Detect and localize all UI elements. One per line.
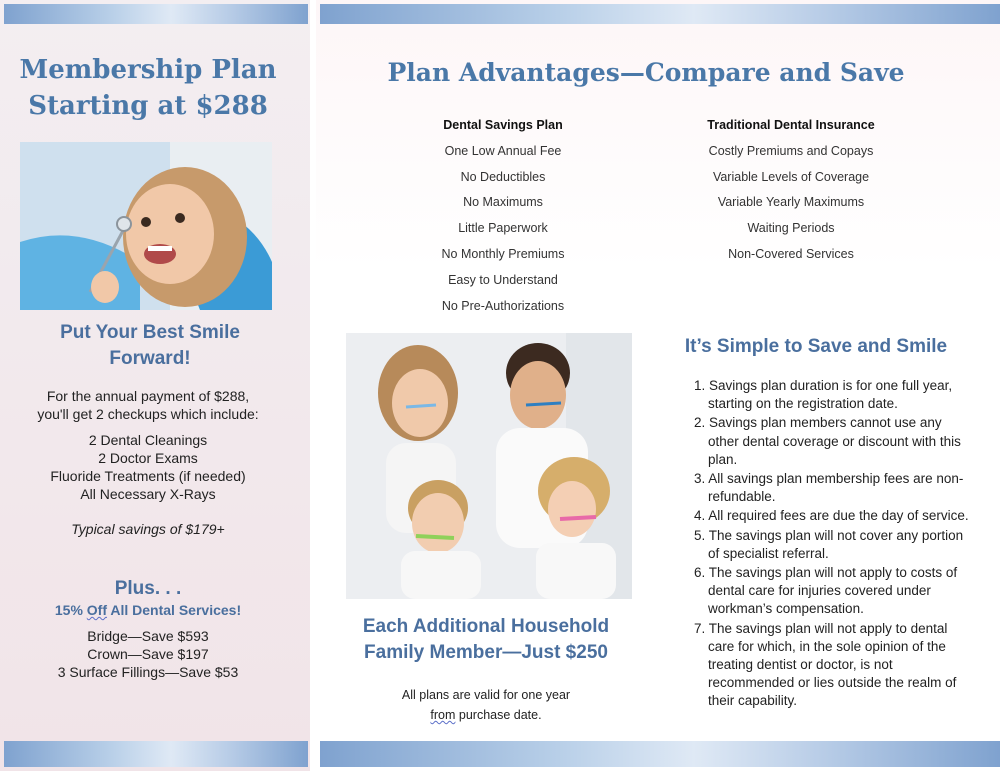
annual-line2: you'll get 2 checkups which include: [37, 406, 259, 422]
discount-rest: All Dental Services! [107, 602, 242, 618]
insurance-item: Non-Covered Services [728, 246, 854, 261]
savings-plan-item: Easy to Understand [448, 272, 558, 287]
insurance-column [676, 113, 906, 268]
service-savings-list [0, 627, 296, 681]
valid-line2 [336, 705, 636, 725]
plan-rule: 4. All required fees are due the day of service. [694, 508, 969, 524]
family-brushing-photo [346, 333, 632, 599]
top-decor-bar [320, 4, 1000, 24]
household-member-heading [336, 614, 636, 666]
insurance-heading: Traditional Dental Insurance [707, 118, 875, 132]
advantages-title: Plan Advantages—Compare and Save [387, 58, 905, 87]
household-line1: Each Additional Household [362, 616, 610, 637]
service-savings-item: Crown—Save $197 [87, 646, 209, 662]
right-panel [316, 0, 1000, 771]
valid-from-word: from [430, 708, 456, 722]
discount-percent: 15% [54, 602, 87, 618]
savings-plan-column [388, 113, 618, 319]
plan-rule: 7. The savings plan will not apply to dental care for which, in the sole opinion of the treating dentist or doctor, is not recommended or lies outside the realm of their capability. [694, 620, 957, 709]
bottom-decor-bar [320, 741, 1000, 767]
best-smile-line1: Put Your Best Smile [60, 322, 240, 343]
savings-plan-heading: Dental Savings Plan [443, 118, 563, 132]
plan-rule: 6. The savings plan will not apply to costs of dental care for injuries covered under workman’s compensation. [694, 565, 958, 617]
savings-plan-item: No Monthly Premiums [441, 246, 565, 261]
best-smile-line2: Forward! [109, 348, 191, 369]
left-panel [0, 0, 310, 771]
plan-rule: 1. Savings plan duration is for one full year, starting on the registration date. [694, 378, 953, 412]
annual-payment-text [0, 387, 296, 423]
plus-heading: Plus. . . [114, 578, 182, 599]
membership-title [0, 52, 296, 124]
plan-rules-list [682, 377, 972, 712]
child-dental-photo [20, 142, 272, 310]
savings-plan-item: No Deductibles [460, 169, 546, 184]
membership-title-line2: Starting at $288 [28, 91, 268, 121]
membership-title-line1: Membership Plan [19, 55, 277, 85]
insurance-item: Variable Levels of Coverage [712, 169, 870, 184]
service-savings-item: Bridge—Save $593 [87, 628, 209, 644]
best-smile-heading [0, 320, 300, 372]
valid-note [336, 685, 636, 725]
simple-save-heading: It’s Simple to Save and Smile [684, 336, 948, 357]
insurance-item: Variable Yearly Maximums [717, 195, 865, 210]
plan-rule: 2. Savings plan members cannot use any other dental coverage or discount with this plan. [694, 415, 961, 467]
discount-line [0, 602, 296, 618]
bottom-decor-bar [4, 741, 308, 767]
checkup-item: 2 Dental Cleanings [88, 432, 208, 448]
typical-savings: Typical savings of $179+ [71, 521, 225, 537]
discount-off-word: Off [86, 602, 108, 618]
insurance-item: Costly Premiums and Copays [708, 143, 874, 158]
plan-rule: 3. All savings plan membership fees are non-refundable. [694, 471, 964, 505]
savings-plan-item: Little Paperwork [458, 221, 548, 236]
savings-plan-item: One Low Annual Fee [444, 143, 562, 158]
top-decor-bar [4, 4, 308, 24]
service-savings-item: 3 Surface Fillings—Save $53 [57, 664, 239, 680]
savings-plan-item: No Pre-Authorizations [441, 298, 565, 313]
insurance-item: Waiting Periods [747, 221, 835, 236]
checkup-item: Fluoride Treatments (if needed) [50, 468, 246, 484]
checkup-item: 2 Doctor Exams [98, 450, 198, 466]
household-line2: Family Member—Just $250 [364, 642, 608, 663]
checkup-item: All Necessary X-Rays [80, 486, 216, 502]
plan-rule: 5. The savings plan will not cover any portion of specialist referral. [694, 527, 964, 561]
checkup-list [0, 431, 296, 503]
valid-line1: All plans are valid for one year [401, 688, 571, 702]
valid-line2-rest: purchase date. [455, 708, 542, 722]
annual-line1: For the annual payment of $288, [46, 388, 250, 404]
savings-plan-item: No Maximums [463, 195, 543, 210]
